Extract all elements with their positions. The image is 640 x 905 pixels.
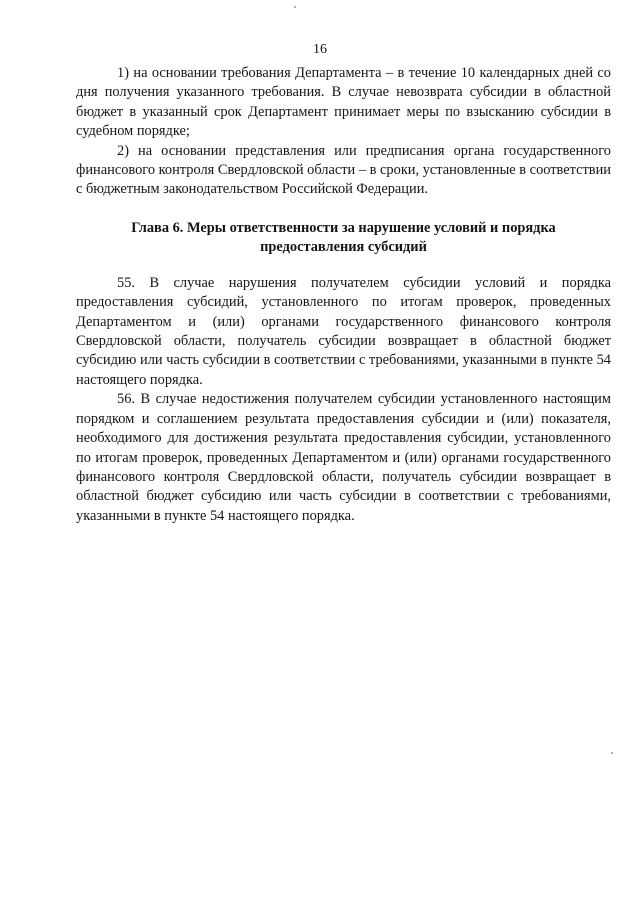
list-item-1: 1) на основании требования Департамента – в течение 10 календарных дней со дня получения указанного требования. В случае невозврата субсидии в областной бюджет в указанный срок Департамент принимает меры по взысканию субсидии в судебном порядке;: [76, 65, 611, 140]
list-item-2: 2) на основании представления или предписания органа государственного финансового контроля Свердловской области – в сроки, установленные в соответствии с бюджетным законодательством Российской Федерации.: [76, 142, 611, 198]
document-body: [76, 64, 611, 526]
scan-speck: [611, 752, 613, 754]
paragraph-56: 56. В случае недостижения получателем субсидии установленного настоящим порядком и соглашением результата предоставления субсидии и (или) показателя, необходимого для достижения результата предоставления субсидии, установленного по итогам проверок, проведенных Департаментом и (или) органами государственного финансового контроля Свердловской области, получатель субсидии возвращает в областной бюджет субсидию или часть субсидии в соответствии с требованиями, указанными в пункте 54 настоящего порядка.: [76, 391, 611, 524]
chapter-heading: Глава 6. Меры ответственности за нарушение условий и порядка предоставления субсидий: [131, 219, 556, 255]
paragraph-55: 55. В случае нарушения получателем субсидии условий и порядка предоставления субсидий, установленного по итогам проверок, проведенных Департаментом и (или) органами государственного финансового контроля Свердловской области, получатель субсидии возвращает в областной бюджет субсидию или часть субсидии в соответствии с требованиями, указанными в пункте 54 настоящего порядка.: [76, 274, 611, 388]
page-number: 16: [313, 42, 327, 57]
scan-speck: [294, 6, 296, 8]
